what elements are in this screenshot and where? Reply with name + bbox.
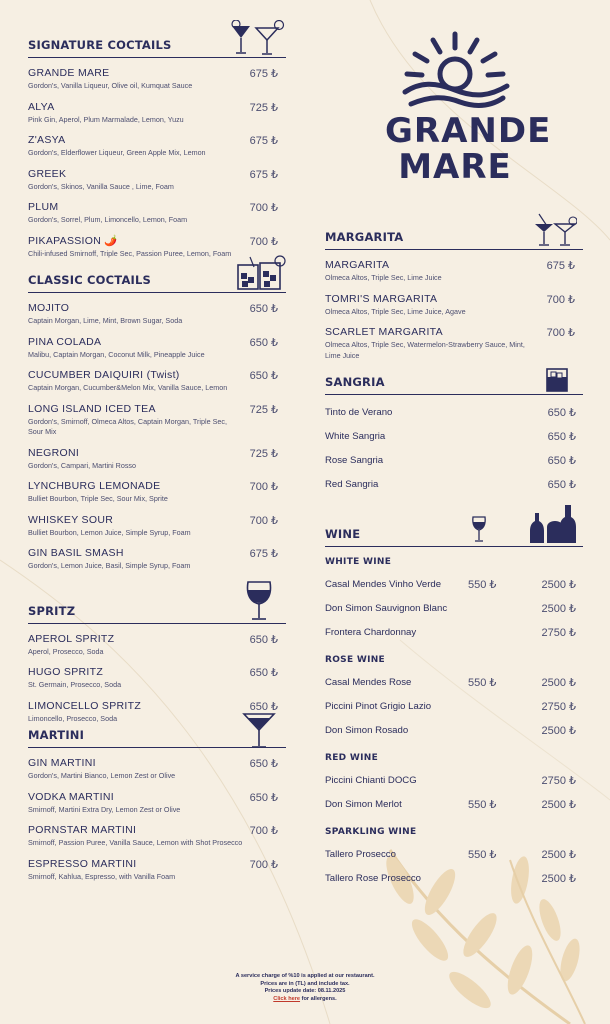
item-name: Rose Sangria xyxy=(325,455,384,466)
item-name: Piccini Chianti DOCG xyxy=(325,775,417,786)
item-name: CUCUMBER DAIQUIRI (Twist) xyxy=(28,369,180,381)
item-name: MOJITO xyxy=(28,302,70,314)
section-header-margarita xyxy=(325,226,583,250)
item-name: ALYA xyxy=(28,100,55,113)
item-price: 700 ₺ xyxy=(249,825,278,837)
item-price: 650 ₺ xyxy=(547,479,576,491)
item-price: 650 ₺ xyxy=(249,700,278,713)
wine-groups xyxy=(325,557,583,891)
item-price: 725 ₺ xyxy=(249,403,278,416)
section-title: MARTINI xyxy=(28,728,85,742)
wine-item xyxy=(325,867,583,891)
item-description: Captain Morgan, Cucumber&Melon Mix, Vanilla Sauce, Lemon xyxy=(28,383,228,392)
item-name: ESPRESSO MARTINI xyxy=(28,857,137,870)
update-date-note: Prices update date: 08.11.2025 xyxy=(264,988,346,995)
sangria-item xyxy=(325,401,583,425)
glass-price: 550 ₺ xyxy=(468,799,497,811)
bottle-price: 2500 ₺ xyxy=(541,725,576,737)
item-description: St. Germain, Prosecco, Soda xyxy=(28,680,122,689)
wine-item xyxy=(325,597,583,621)
menu-item xyxy=(325,293,583,318)
item-price: 675 ₺ xyxy=(249,168,278,181)
bottle-price: 2500 ₺ xyxy=(541,603,576,615)
item-description: Gordon's, Campari, Martini Rosso xyxy=(28,460,137,470)
allergen-line xyxy=(200,996,410,1004)
menu-item xyxy=(28,480,286,505)
item-name: HUGO SPRITZ xyxy=(28,666,104,678)
item-name: GIN MARTINI xyxy=(28,757,96,769)
item-price: 650 ₺ xyxy=(547,407,576,419)
item-name: Z'ASYA xyxy=(28,134,66,146)
item-name: APEROL SPRITZ xyxy=(28,632,115,645)
allergens-link[interactable]: Click here xyxy=(273,995,301,1002)
item-description: Gordon's, Martini Bianco, Lemon Zest or Olive xyxy=(28,771,176,780)
sangria-glass-icon xyxy=(545,365,569,393)
menu-item xyxy=(28,403,286,438)
item-price: 675 ₺ xyxy=(249,135,278,147)
menu-item xyxy=(28,824,286,849)
section-header-signature xyxy=(28,18,286,58)
classic-items xyxy=(28,302,286,572)
item-name: Piccini Pinot Grigio Lazio xyxy=(325,701,432,712)
footer-notice xyxy=(200,973,410,1003)
section-title: CLASSIC COCTAILS xyxy=(28,273,152,287)
section-divider xyxy=(28,623,286,624)
sun-waves-icon xyxy=(385,30,525,110)
item-name: PIKAPASSION 🌶️ xyxy=(28,234,118,247)
glass-price: 550 ₺ xyxy=(468,677,497,689)
menu-item xyxy=(28,757,286,782)
signature-items xyxy=(28,67,286,259)
item-description: Captain Morgan, Lime, Mint, Brown Sugar, Soda xyxy=(28,316,183,325)
wine-group-title: ROSE WINE xyxy=(325,655,386,665)
item-description: Limoncello, Prosecco, Soda xyxy=(28,713,118,723)
section-divider xyxy=(28,57,286,58)
item-description: Bulliet Bourbon, Lemon Juice, Simple Syrup, Foam xyxy=(28,527,191,537)
wine-group-title: SPARKLING WINE xyxy=(325,827,417,837)
item-name: LIMONCELLO SPRITZ xyxy=(28,699,142,712)
item-name: Tallero Rose Prosecco xyxy=(325,873,421,884)
menu-item xyxy=(28,514,286,539)
red-wine-group xyxy=(325,753,583,817)
logo-line-2: MARE xyxy=(398,147,512,187)
item-name: GREEK xyxy=(28,167,67,180)
menu-item xyxy=(28,447,286,472)
rose-wine-group xyxy=(325,655,583,743)
section-divider xyxy=(325,249,583,250)
item-name: WHISKEY SOUR xyxy=(28,513,114,526)
item-name: PORNSTAR MARTINI xyxy=(28,824,137,836)
item-name: Red Sangria xyxy=(325,479,379,490)
menu-item xyxy=(28,336,286,361)
item-description: Gordon's, Vanilla Liqueur, Olive oil, Kumquat Sauce xyxy=(28,81,193,90)
item-price: 650 ₺ xyxy=(249,370,278,382)
section-title: SANGRIA xyxy=(325,375,385,389)
wine-group-title: WHITE WINE xyxy=(325,557,392,567)
item-price: 700 ₺ xyxy=(249,858,278,871)
right-menu-column xyxy=(325,226,583,891)
item-name: Tallero Prosecco xyxy=(325,849,396,860)
section-divider xyxy=(28,747,286,748)
section-title: WINE xyxy=(325,527,361,541)
item-name: VODKA MARTINI xyxy=(28,790,114,803)
martini-items xyxy=(28,757,286,882)
item-name: PINA COLADA xyxy=(28,335,102,348)
item-price: 700 ₺ xyxy=(249,235,278,248)
sangria-item xyxy=(325,449,583,473)
menu-item xyxy=(28,67,286,92)
sparkling-wine-group xyxy=(325,827,583,891)
menu-item xyxy=(28,547,286,572)
glass-price: 550 ₺ xyxy=(468,579,497,591)
item-description: Malibu, Captain Morgan, Coconut Milk, Pineapple Juice xyxy=(28,349,205,359)
menu-item xyxy=(28,666,286,691)
item-description: Gordon's, Elderflower Liqueur, Green Apple Mix, Lemon xyxy=(28,148,206,157)
item-description: Gordon's, Skinos, Vanilla Sauce , Lime, Foam xyxy=(28,181,174,191)
item-name: GRANDE MARE xyxy=(28,67,110,79)
left-menu-column xyxy=(28,18,286,882)
bottle-price: 2500 ₺ xyxy=(541,677,576,689)
section-title: MARGARITA xyxy=(325,230,404,244)
item-name: Don Simon Merlot xyxy=(325,799,402,810)
wine-bottles-icon xyxy=(469,503,579,545)
item-price: 650 ₺ xyxy=(547,431,576,443)
service-charge-note: A service charge of %10 is applied at our restaurant. xyxy=(235,973,375,979)
item-name: Casal Mendes Rose xyxy=(325,677,412,688)
menu-item xyxy=(28,101,286,126)
sangria-item xyxy=(325,425,583,449)
item-price: 675 ₺ xyxy=(249,548,278,560)
item-price: 700 ₺ xyxy=(249,481,278,493)
item-name: GIN BASIL SMASH xyxy=(28,547,124,559)
menu-item xyxy=(28,858,286,883)
menu-item xyxy=(28,201,286,226)
wine-item xyxy=(325,695,583,719)
item-price: 650 ₺ xyxy=(249,633,278,646)
item-name: Casal Mendes Vinho Verde xyxy=(325,579,442,590)
item-price: 650 ₺ xyxy=(249,336,278,349)
sangria-item xyxy=(325,473,583,497)
item-description: Bulliet Bourbon, Triple Sec, Sour Mix, Sprite xyxy=(28,494,168,503)
margarita-glasses-icon xyxy=(533,212,577,248)
bottle-price: 2750 ₺ xyxy=(541,627,576,639)
item-description: Gordon's, Lemon Juice, Basil, Simple Syrup, Foam xyxy=(28,561,191,570)
item-description: Olmeca Altos, Triple Sec, Watermelon-Strawberry Sauce, Mint, Lime Juice xyxy=(325,340,525,360)
item-price: 700 ₺ xyxy=(249,514,278,527)
section-header-martini xyxy=(28,724,286,748)
item-price: 700 ₺ xyxy=(546,327,575,339)
section-divider xyxy=(28,292,286,293)
item-name: SCARLET MARGARITA xyxy=(325,326,443,338)
bottle-price: 2500 ₺ xyxy=(541,849,576,861)
bottle-price: 2500 ₺ xyxy=(541,579,576,591)
item-description: Olmeca Altos, Triple Sec, Lime Juice, Agave xyxy=(325,306,466,316)
item-name: Don Simon Rosado xyxy=(325,725,409,736)
item-price: 650 ₺ xyxy=(249,667,278,679)
white-wine-group xyxy=(325,557,583,645)
menu-item xyxy=(28,369,286,394)
wine-item xyxy=(325,621,583,645)
item-price: 650 ₺ xyxy=(249,758,278,770)
item-price: 675 ₺ xyxy=(249,68,278,80)
item-name: Don Simon Sauvignon Blanc xyxy=(325,603,448,614)
menu-item xyxy=(28,633,286,658)
wine-item xyxy=(325,719,583,743)
wine-item xyxy=(325,843,583,867)
wine-item xyxy=(325,769,583,793)
wine-item xyxy=(325,793,583,817)
menu-item xyxy=(28,134,286,159)
item-price: 700 ₺ xyxy=(546,293,575,306)
bottle-price: 2500 ₺ xyxy=(541,799,576,811)
item-description: Smirnoff, Passion Puree, Vanilla Sauce, Lemon with Shot Prosecco xyxy=(28,838,243,847)
item-name: NEGRONI xyxy=(28,446,80,459)
item-name: LONG ISLAND ICED TEA xyxy=(28,402,156,415)
ice-glasses-icon xyxy=(236,255,286,291)
bottle-price: 2750 ₺ xyxy=(541,775,576,787)
section-header-sangria xyxy=(325,361,583,395)
menu-item xyxy=(28,791,286,816)
menu-item xyxy=(28,168,286,193)
menu-item xyxy=(325,326,583,361)
item-description: Aperol, Prosecco, Soda xyxy=(28,646,104,656)
item-description: Pink Gin, Aperol, Plum Marmalade, Lemon, Yuzu xyxy=(28,114,184,124)
item-price: 700 ₺ xyxy=(249,202,278,214)
wine-group-title: RED WINE xyxy=(325,753,379,763)
item-name: Frontera Chardonnay xyxy=(325,627,417,638)
grande-mare-logo xyxy=(385,30,552,200)
allergens-suffix: for allergens. xyxy=(300,995,337,1002)
item-name: MARGARITA xyxy=(325,259,390,271)
item-price: 650 ₺ xyxy=(547,455,576,467)
item-description: Gordon's, Smirnoff, Olmeca Altos, Captain Morgan, Triple Sec, Sour Mix xyxy=(28,416,227,436)
item-description: Olmeca Altos, Triple Sec, Lime Juice xyxy=(325,273,442,282)
wine-item xyxy=(325,573,583,597)
item-price: 725 ₺ xyxy=(249,101,278,114)
section-header-classic xyxy=(28,259,286,293)
margarita-items xyxy=(325,259,583,361)
section-header-spritz xyxy=(28,572,286,624)
item-description: Gordon's, Sorrel, Plum, Limoncello, Lemon, Foam xyxy=(28,215,188,224)
section-title: SPRITZ xyxy=(28,603,76,618)
wine-item xyxy=(325,671,583,695)
logo-line-1: GRANDE xyxy=(385,111,552,151)
item-price: 650 ₺ xyxy=(249,303,278,315)
bottle-price: 2750 ₺ xyxy=(541,701,576,713)
menu-item xyxy=(28,302,286,327)
item-name: Tinto de Verano xyxy=(325,407,393,418)
section-title: SIGNATURE COCTAILS xyxy=(28,38,172,52)
item-price: 675 ₺ xyxy=(546,260,575,272)
item-name: White Sangria xyxy=(325,431,386,442)
menu-item xyxy=(325,259,583,284)
item-name: PLUM xyxy=(28,201,59,213)
item-name: TOMRI'S MARGARITA xyxy=(325,292,438,305)
bottle-price: 2500 ₺ xyxy=(541,873,576,885)
martini-glass-icon xyxy=(242,710,276,750)
section-divider xyxy=(325,394,583,395)
tax-note: Prices are in (TL) and include tax. xyxy=(260,980,350,987)
item-name: LYNCHBURG LEMONADE xyxy=(28,480,161,492)
item-price: 650 ₺ xyxy=(249,791,278,804)
item-price: 725 ₺ xyxy=(249,447,278,460)
item-description: Chili-infused Smirnoff, Triple Sec, Passion Puree, Lemon, Foam xyxy=(28,248,232,258)
glass-price: 550 ₺ xyxy=(468,849,497,861)
section-header-wine xyxy=(325,497,583,547)
sangria-items xyxy=(325,401,583,497)
cocktail-glasses-icon xyxy=(228,20,286,56)
item-description: Smirnoff, Martini Extra Dry, Lemon Zest or Olive xyxy=(28,804,181,814)
item-description: Smirnoff, Kahlua, Espresso, with Vanilla Foam xyxy=(28,871,176,881)
wine-glass-icon xyxy=(242,580,276,622)
section-divider xyxy=(325,546,583,547)
